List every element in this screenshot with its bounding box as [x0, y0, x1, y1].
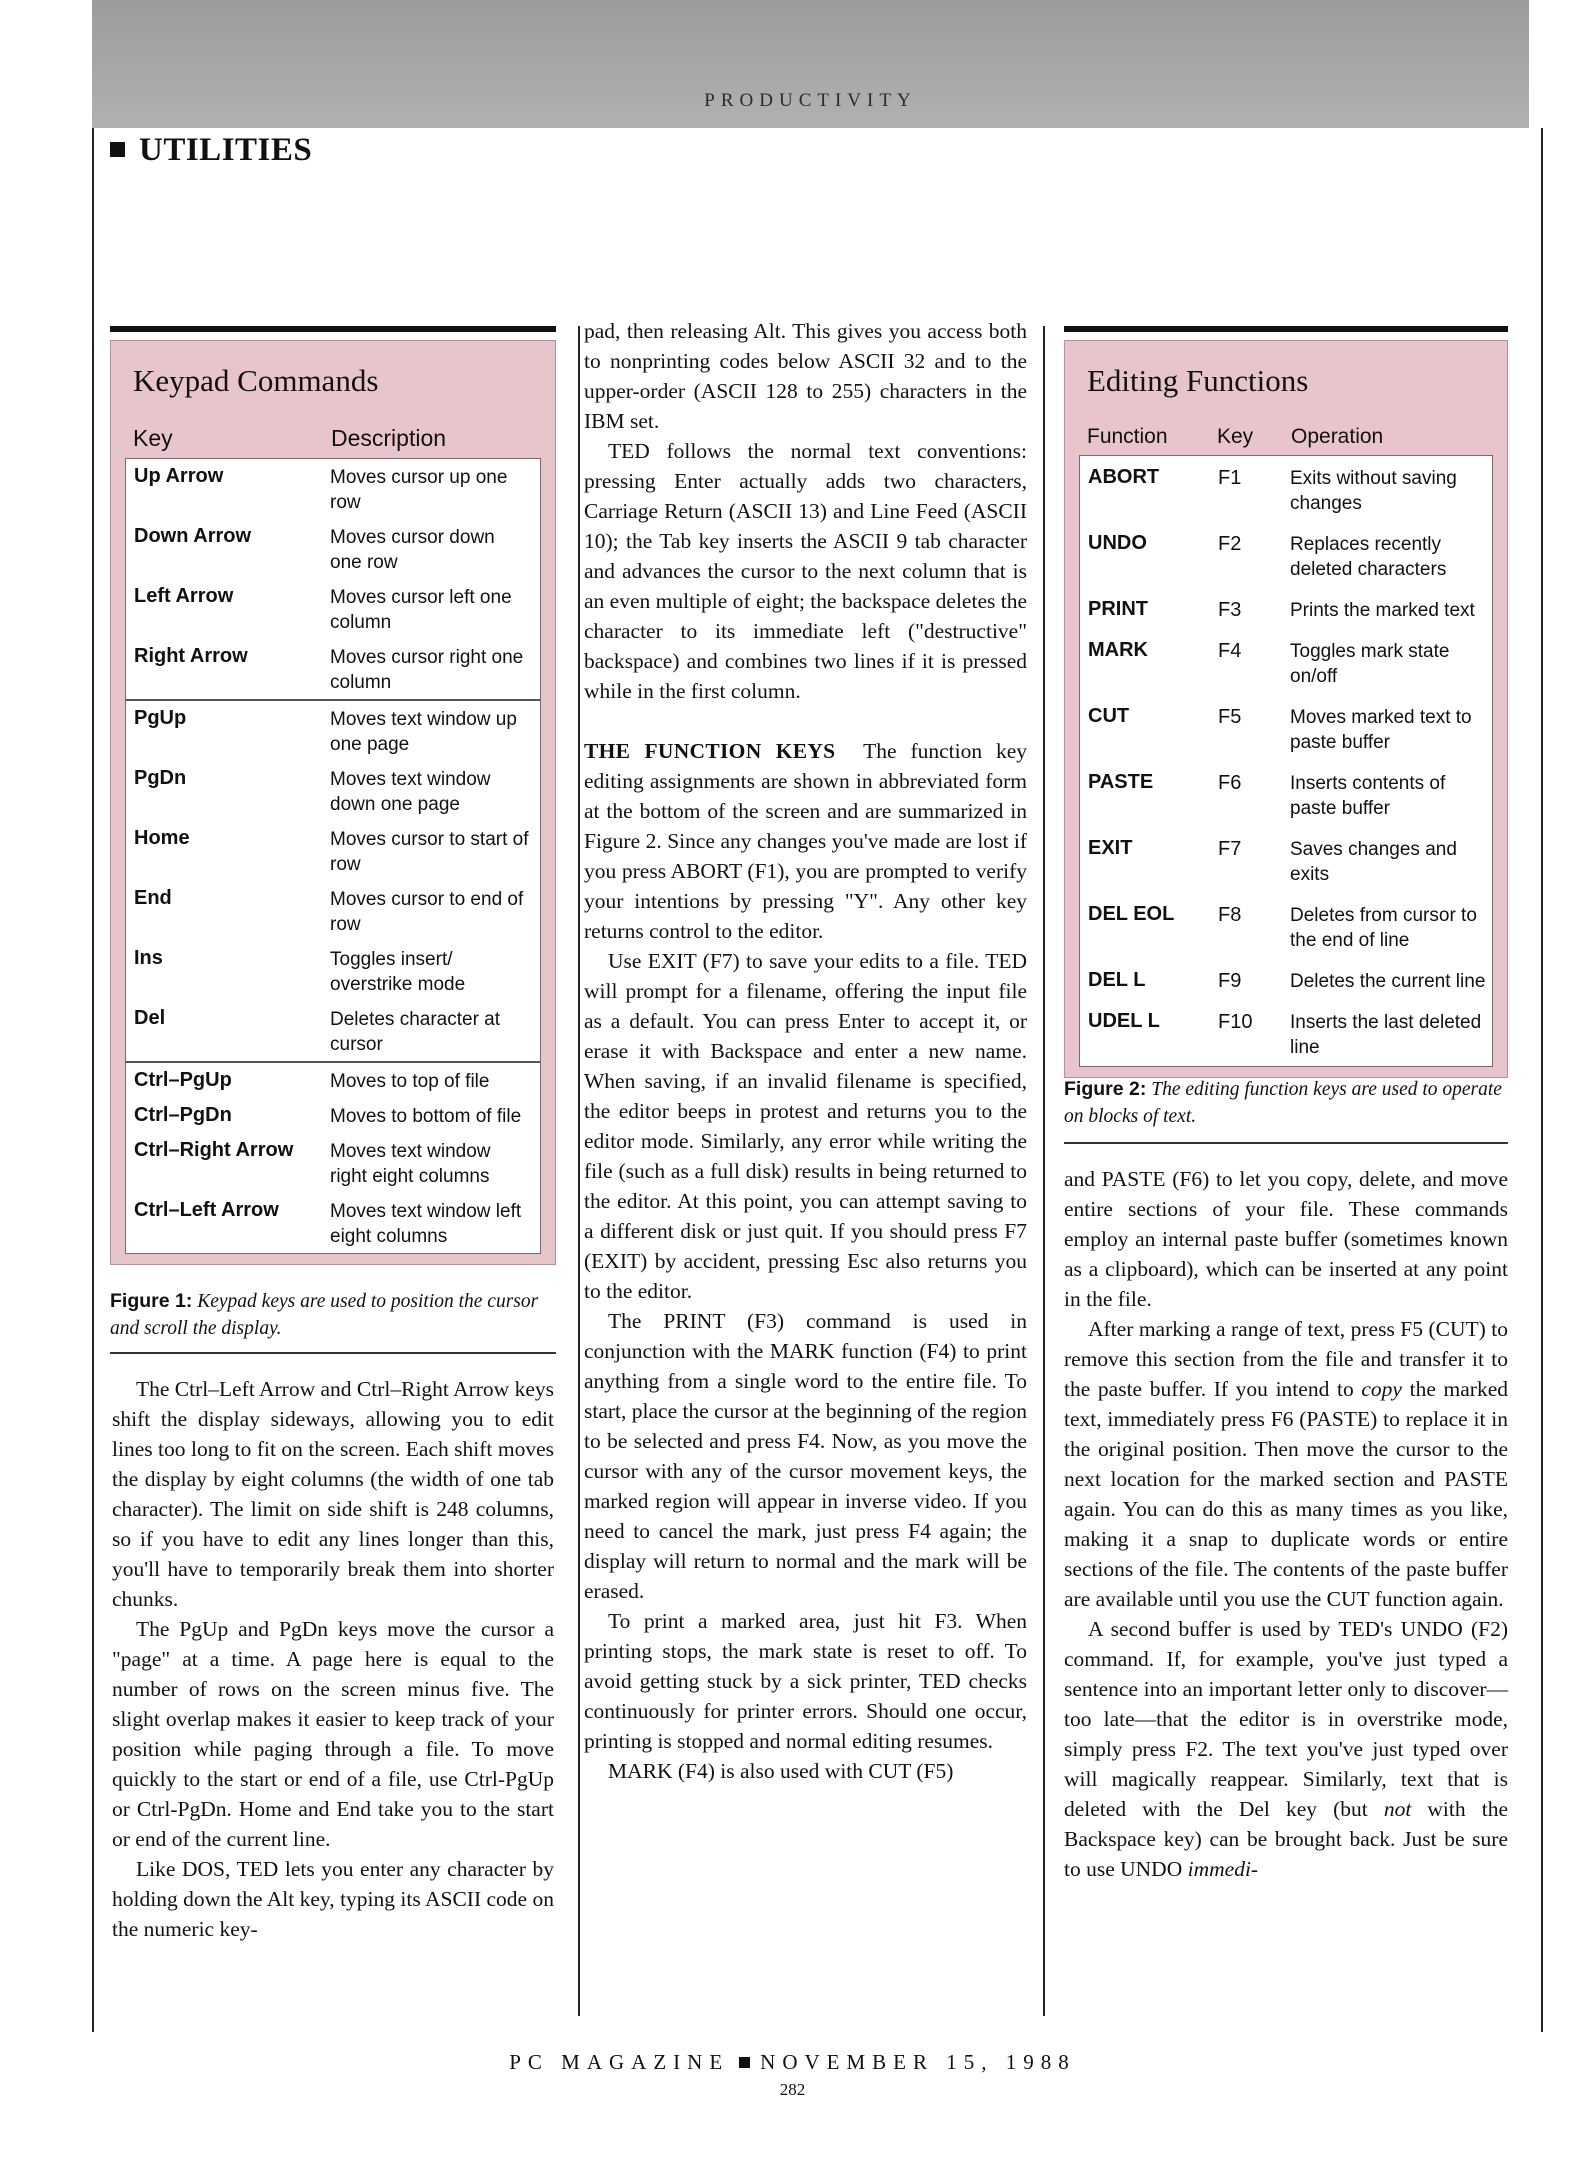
keypad-box-title: Keypad Commands [133, 363, 379, 398]
editing-row [1080, 959, 1492, 1000]
keypad-key: Down Arrow [134, 525, 252, 547]
keypad-description: Moves text window right eight columns [330, 1141, 491, 1187]
editing-row [1080, 695, 1492, 761]
editing-operation: Saves changes and exits [1290, 839, 1457, 885]
keypad-row [126, 699, 540, 761]
header-band [92, 0, 1529, 128]
figure-1-rule [110, 1352, 556, 1354]
editing-row [1080, 456, 1492, 522]
col1-paragraph: Like DOS, TED lets you enter any character by holding down the Alt key, typing its ASCII code on the numeric key- [112, 1857, 554, 1941]
editing-table-header [1065, 417, 1507, 455]
editing-key: F3 [1218, 599, 1242, 621]
keypad-description: Moves cursor down one row [330, 527, 495, 573]
editing-operation: Prints the marked text [1290, 600, 1475, 621]
editing-function: PASTE [1088, 771, 1154, 793]
keypad-row [126, 761, 540, 821]
keypad-key: PgUp [134, 707, 187, 729]
keypad-key: Left Arrow [134, 585, 234, 607]
keypad-key: Ctrl–Right Arrow [134, 1139, 294, 1161]
col3-paragraph: After marking a range of text, press F5 (CUT) to remove this section from the file and transfer it to the paste buffer. If you intend to copy the marked text, immediately press F6 (PASTE) to replace it in the original position. Then move the cursor to the next location for the marked section and PASTE again. You can do this as many times as you like, making it a snap to duplicate words or entire sections of the file. The contents of the paste buffer are available until you use the CUT function again. [1064, 1317, 1508, 1611]
editing-col-key: Key [1217, 425, 1254, 448]
editing-col-operation: Operation [1291, 425, 1384, 448]
keypad-description: Moves cursor to end of row [330, 889, 524, 935]
keypad-description: Moves text window up one page [330, 709, 517, 755]
figure-2-text: The editing function keys are used to operate on blocks of text. [1064, 1079, 1502, 1127]
section-kicker: PRODUCTIVITY [704, 90, 917, 111]
keypad-key: Ctrl–PgDn [134, 1104, 232, 1126]
editing-function: DEL L [1088, 969, 1146, 991]
editing-function: PRINT [1088, 598, 1148, 620]
keypad-description: Deletes character at cursor [330, 1009, 501, 1055]
column-rule-1 [578, 326, 580, 2016]
editing-function: EXIT [1088, 837, 1133, 859]
article-column-3 [1064, 1164, 1508, 1884]
editing-key: F8 [1218, 904, 1242, 926]
keypad-row [126, 1133, 540, 1193]
editing-key: F5 [1218, 706, 1242, 728]
keypad-description: Toggles insert/ overstrike mode [330, 949, 466, 995]
keypad-key: Ins [134, 947, 163, 969]
editing-operation: Toggles mark state on/off [1290, 641, 1450, 687]
keypad-key: End [134, 887, 172, 909]
col3-paragraph: A second buffer is used by TED's UNDO (F2) command. If, for example, you've just typed a sentence into an important letter only to discover—too late—that the editor is in overstrike mode, simply press F2. The text you've just typed over will magically reappear. Similarly, text that is deleted with the Del key (but not with the Backspace key) can be brought back. Just be sure to use UNDO immedi- [1064, 1617, 1508, 1881]
keypad-row [126, 821, 540, 881]
keypad-description: Moves cursor to start of row [330, 829, 529, 875]
keypad-key: Ctrl–PgUp [134, 1069, 232, 1091]
keypad-row [126, 941, 540, 1001]
editing-function: UDEL L [1088, 1010, 1160, 1032]
keypad-col-description: Description [331, 425, 447, 451]
editing-key: F10 [1218, 1011, 1253, 1033]
editing-functions-box [1064, 326, 1508, 1078]
editing-row [1080, 761, 1492, 827]
col2-paragraph: The PRINT (F3) command is used in conjunction with the MARK function (F4) to print anything from a single word to the entire file. To start, place the cursor at the beginning of the region to be selected and press F4. Now, as you move the cursor with any of the cursor movement keys, the marked region will appear in inverse video. If you need to cancel the mark, just press F4 again; the display will return to normal and the mark will be erased. [584, 1309, 1027, 1603]
square-bullet-icon [110, 142, 125, 157]
keypad-description: Moves to top of file [330, 1071, 490, 1092]
editing-operation: Exits without saving changes [1290, 468, 1457, 514]
editing-row [1080, 893, 1492, 959]
keypad-commands-box [110, 326, 556, 1265]
keypad-description: Moves cursor right one column [330, 647, 524, 693]
figure-2-caption [1064, 1076, 1508, 1130]
figure-2-rule [1064, 1142, 1508, 1144]
keypad-row [126, 459, 540, 519]
keypad-row [126, 639, 540, 699]
function-keys-section [584, 736, 1027, 946]
editing-box-title: Editing Functions [1087, 363, 1309, 398]
keypad-key: Up Arrow [134, 465, 224, 487]
page-footer [0, 2050, 1585, 2075]
editing-key: F7 [1218, 838, 1242, 860]
keypad-key: Del [134, 1007, 166, 1029]
col2-paragraph: pad, then releasing Alt. This gives you access both to nonprinting codes below ASCII 32 and to the upper-order (ASCII 128 to 255) characters in the IBM set. [584, 319, 1027, 433]
col1-paragraph: The PgUp and PgDn keys move the cursor a "page" at a time. A page here is equal to the number of rows on the screen minus five. The slight overlap makes it easier to keep track of your position while paging through a file. To move quickly to the start or end of a file, use Ctrl-PgUp or Ctrl-PgDn. Home and End take you to the start or end of the current line. [112, 1617, 554, 1851]
editing-key: F2 [1218, 533, 1242, 555]
article-column-2 [584, 316, 1027, 1786]
keypad-row [126, 579, 540, 639]
figure-1-text: Keypad keys are used to position the cursor and scroll the display. [110, 1291, 539, 1339]
editing-operation: Replaces recently deleted characters [1290, 534, 1447, 580]
editing-function: DEL EOL [1088, 903, 1175, 925]
editing-row [1080, 588, 1492, 629]
keypad-row [126, 1001, 540, 1061]
editing-key: F4 [1218, 640, 1242, 662]
editing-col-function: Function [1087, 425, 1168, 448]
figure-2-label: Figure 2: [1064, 1078, 1147, 1100]
article-column-1 [112, 1374, 554, 1944]
keypad-description: Moves cursor left one column [330, 587, 512, 633]
keypad-description: Moves text window left eight columns [330, 1201, 522, 1247]
keypad-key: Home [134, 827, 190, 849]
keypad-row [126, 519, 540, 579]
page-number: 282 [779, 2080, 806, 2099]
keypad-table [125, 458, 541, 1254]
keypad-key: PgDn [134, 767, 187, 789]
editing-key: F1 [1218, 467, 1242, 489]
figure-1-caption [110, 1288, 556, 1342]
figure-1-label: Figure 1: [110, 1290, 193, 1312]
editing-key: F6 [1218, 772, 1242, 794]
col2-paragraph: TED follows the normal text conventions: pressing Enter actually adds two characters, Carriage Return (ASCII 13) and Line Feed (ASCII 10); the Tab key inserts the ASCII 9 tab character and advances the cursor to the next column that is an even multiple of eight; the backspace deletes the character to its immediate left ("destructive" backspace) and combines two lines if it is pressed while in the first column. [584, 439, 1027, 703]
col2-paragraph: Use EXIT (F7) to save your edits to a file. TED will prompt for a filename, offering the input file as a default. You can press Enter to accept it, or erase it with Backspace and enter a new name. When saving, if an invalid filename is specified, the editor beeps in protest and returns you to the editor mode. Similarly, any error while writing the file (such as a full disk) results in being returned to the editor. At this point, you can attempt saving to a different disk or just quit. If you should press F7 (EXIT) by accident, pressing Esc also returns you to the editor. [584, 949, 1027, 1303]
keypad-description: Moves cursor up one row [330, 467, 508, 513]
function-keys-text: The function key editing assignments are shown in abbreviated form at the bottom of the screen and are summarized in Figure 2. Since any changes you've made are lost if you press ABORT (F1), you are prompted to verify your intentions by pressing "Y". Any other key returns control to the editor. [584, 739, 1027, 943]
keypad-description: Moves to bottom of file [330, 1106, 522, 1127]
keypad-key: Right Arrow [134, 645, 248, 667]
col2-paragraph: To print a marked area, just hit F3. When printing stops, the mark state is reset to off. To avoid getting stuck by a sick printer, TED checks continuously for printer errors. Should one occur, printing is stopped and normal editing resumes. [584, 1609, 1027, 1753]
function-keys-heading: THE FUNCTION KEYS [584, 739, 836, 763]
editing-row [1080, 629, 1492, 695]
editing-table [1079, 455, 1493, 1067]
keypad-description: Moves text window down one page [330, 769, 491, 815]
editing-function: MARK [1088, 639, 1148, 661]
square-bullet-icon [739, 2057, 750, 2068]
editing-function: CUT [1088, 705, 1130, 727]
column-rule-2 [1043, 326, 1045, 2016]
editing-operation: Moves marked text to paste buffer [1290, 707, 1472, 753]
keypad-row [126, 881, 540, 941]
editing-operation: Deletes from cursor to the end of line [1290, 905, 1477, 951]
page-right-rule [1541, 128, 1543, 2032]
keypad-row [126, 1061, 540, 1098]
editing-row [1080, 827, 1492, 893]
editing-operation: Inserts the last deleted line [1290, 1012, 1482, 1058]
section-title: UTILITIES [110, 132, 312, 169]
col1-paragraph: The Ctrl–Left Arrow and Ctrl–Right Arrow keys shift the display sideways, allowing you to edit lines too long to fit on the screen. Each shift moves the display by eight columns (the width of one tab character). The limit on side shift is 248 columns, so if you have to edit any lines longer than this, you'll have to temporarily break them into shorter chunks. [112, 1377, 554, 1611]
page-left-rule [92, 128, 94, 2032]
keypad-key: Ctrl–Left Arrow [134, 1199, 279, 1221]
editing-row [1080, 522, 1492, 588]
editing-operation: Deletes the current line [1290, 971, 1486, 992]
editing-function: ABORT [1088, 466, 1160, 488]
keypad-col-key: Key [133, 425, 173, 451]
issue-date: NOVEMBER 15, 1988 [760, 2050, 1076, 2074]
col2-paragraph: MARK (F4) is also used with CUT (F5) [608, 1759, 954, 1783]
col3-paragraph: and PASTE (F6) to let you copy, delete, and move entire sections of your file. These commands employ an internal paste buffer (sometimes known as a clipboard), which can be inserted at any point in the file. [1064, 1167, 1508, 1311]
keypad-row [126, 1098, 540, 1133]
keypad-row [126, 1193, 540, 1253]
magazine-name: PC MAGAZINE [509, 2050, 730, 2074]
editing-operation: Inserts contents of paste buffer [1290, 773, 1446, 819]
editing-row [1080, 1000, 1492, 1066]
editing-function: UNDO [1088, 532, 1147, 554]
keypad-table-header [111, 417, 555, 458]
editing-key: F9 [1218, 970, 1242, 992]
